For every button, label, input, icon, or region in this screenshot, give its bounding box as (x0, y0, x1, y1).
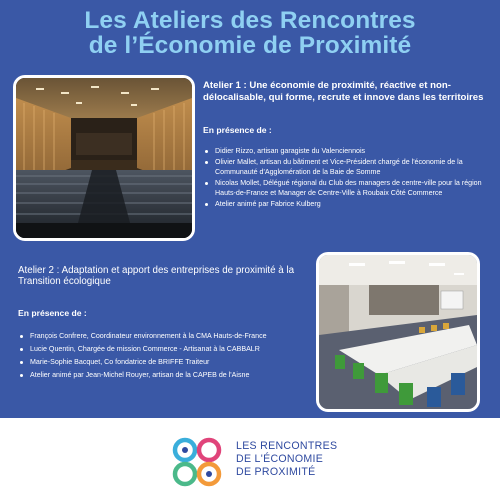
logo-line-1: LES RENCONTRES (236, 440, 338, 452)
logo-line-3: DE PROXIMITÉ (236, 466, 316, 478)
atelier1-participants (203, 146, 495, 210)
atelier1-presence-label: En présence de : (203, 125, 272, 135)
participant-item: Lucie Quentin, Chargée de mission Commerce - Artisanat à la CABBALR (18, 344, 303, 354)
atelier2-presence-label: En présence de : (18, 308, 87, 318)
participant-item: Olivier Mallet, artisan du bâtiment et Vice-Président chargé de l'économie de la Communauté d'Agglomération de la Baie de Somme (203, 157, 495, 177)
participant-item: François Confrere, Coordinateur environnement à la CMA Hauts-de-France (18, 331, 303, 341)
title-line-2: de l’Économie de Proximité (88, 32, 412, 59)
rencontres-logo-icon (166, 432, 228, 492)
page-title (0, 8, 500, 58)
participant-item: Atelier animé par Jean-Michel Rouyer, artisan de la CAPEB de l'Aisne (18, 370, 303, 380)
meeting-room-image (319, 255, 477, 409)
auditorium-image (16, 78, 192, 238)
atelier2-participants (18, 331, 303, 383)
logo-line-2: DE L'ÉCONOMIE (236, 453, 324, 465)
participant-item: Nicolas Mollet, Délégué régional du Club des managers de centre-ville pour la région Hauts-de-France et Manager de Centre-Ville à Roubaix Côté Commerce (203, 178, 495, 198)
atelier1-title: Atelier 1 : Une économie de proximité, réactive et non-délocalisable, qui forme, recrute et innove dans les territoires (203, 80, 484, 103)
title-line-1: Les Ateliers des Rencontres (84, 7, 416, 34)
participant-item: Marie-Sophie Bacquet, Co fondatrice de BRIFFE Traiteur (18, 357, 303, 367)
meeting-room-photo (316, 252, 480, 412)
logo-wordmark (236, 440, 337, 479)
atelier2-title: Atelier 2 : Adaptation et apport des entreprises de proximité à la Transition écologique (18, 265, 295, 287)
participant-item: Didier Rizzo, artisan garagiste du Valenciennois (203, 146, 495, 156)
auditorium-photo (13, 75, 195, 241)
participant-item: Atelier animé par Fabrice Kulberg (203, 199, 495, 209)
